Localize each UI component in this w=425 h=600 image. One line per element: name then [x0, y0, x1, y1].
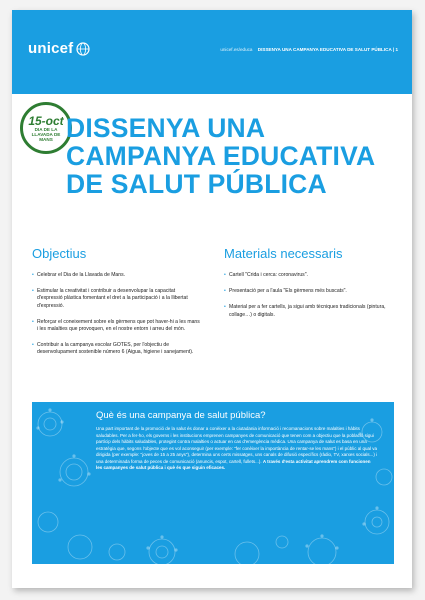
list-item: • Material per a fer cartells, ja sigui amb tècniques tradicionals (pintura, collage…) o digitals.: [224, 304, 392, 318]
header-breadcrumb: [220, 47, 398, 52]
unicef-logo: [28, 40, 90, 57]
list-item: • Estimular la creativitat i contribuir a desenvolupar la capacitat d'expressió plàstica fomentant el dret a la participació i a la llibertat d'expressió.: [32, 288, 200, 310]
logo-text: unicef: [28, 40, 74, 57]
info-body-text: Una part important de la promoció de la salut és donar a conèixer a la ciutadania informació i recomanacions sobre malalties i hàbits saludables. Per a fer-ho, els governs i les institucions emprenen campanyes de comunicació que tenen com a objectiu que la població sigui partícip dels hàbits saludables, protegint contra malalties o actuar en cas d'emergència mèdica. Una campanya de salut es basa en una estratègia que, segons l'objecte que es vol aconseguir (per exemple: "fer conèixer la importància de rentar-se les mans") i el públic al qual va dirigida (per exemple: "joves de 15 a 25 anys"), determina uns certs missatges, uns canals de difusió específics (ràdio, TV, xarxes socials...) i una determinada forma de peces de comunicació (anuncis, espot, cartell, fullets...).: [96, 426, 378, 464]
badge-caption: DIA DE LA LLAVADA DE MANS: [31, 126, 61, 142]
materials-heading: Materials necessaris: [224, 246, 343, 261]
list-item: • Presentació per a l'aula "Els gèrmens més buscats".: [224, 288, 392, 295]
objectives-section: [32, 246, 200, 366]
site-url[interactable]: unicef.es/educa: [220, 47, 253, 52]
breadcrumb-title: DISSENYA UNA CAMPANYA EDUCATIVA DE SALUT PÚBLICA | 1: [257, 47, 398, 52]
badge-date: 15-oct: [28, 113, 64, 128]
list-item: • Cartell "Crida i cerca: coronavirus".: [224, 272, 392, 279]
info-content: [96, 410, 378, 472]
list-item: • Celebrar el Dia de la Llavada de Mans.: [32, 272, 200, 279]
globe-icon: [76, 42, 90, 56]
info-body: [96, 426, 378, 472]
materials-list: [224, 272, 392, 319]
objectives-list: [32, 272, 200, 357]
info-body-bold: A través d'esta activitat aprendrem com funcionen les campanyes de salut pública i què és que siguin eficaces.: [96, 458, 371, 470]
objectives-heading: Objectius: [32, 246, 87, 261]
list-item: • Contribuir a la campanya escolar GOTES, per l'objectiu de desenvolupament sostenible número 6 (Aigua, higiene i sanejament).: [32, 342, 200, 356]
header-bar: [12, 10, 412, 94]
materials-section: [224, 246, 392, 328]
info-box: [32, 402, 394, 564]
document-page: [12, 10, 412, 588]
page-title: DISSENYA UNA CAMPANYA EDUCATIVA DE SALUT PÚBLICA: [66, 113, 375, 199]
list-item: • Reforçar el coneixement sobre els gèrmens que pot haver-hi a les mans i les malalties que provoquen, en el nostre entorn i arreu del món.: [32, 319, 200, 333]
info-heading: Què és una campanya de salut pública?: [96, 410, 266, 421]
date-badge: [20, 102, 72, 154]
